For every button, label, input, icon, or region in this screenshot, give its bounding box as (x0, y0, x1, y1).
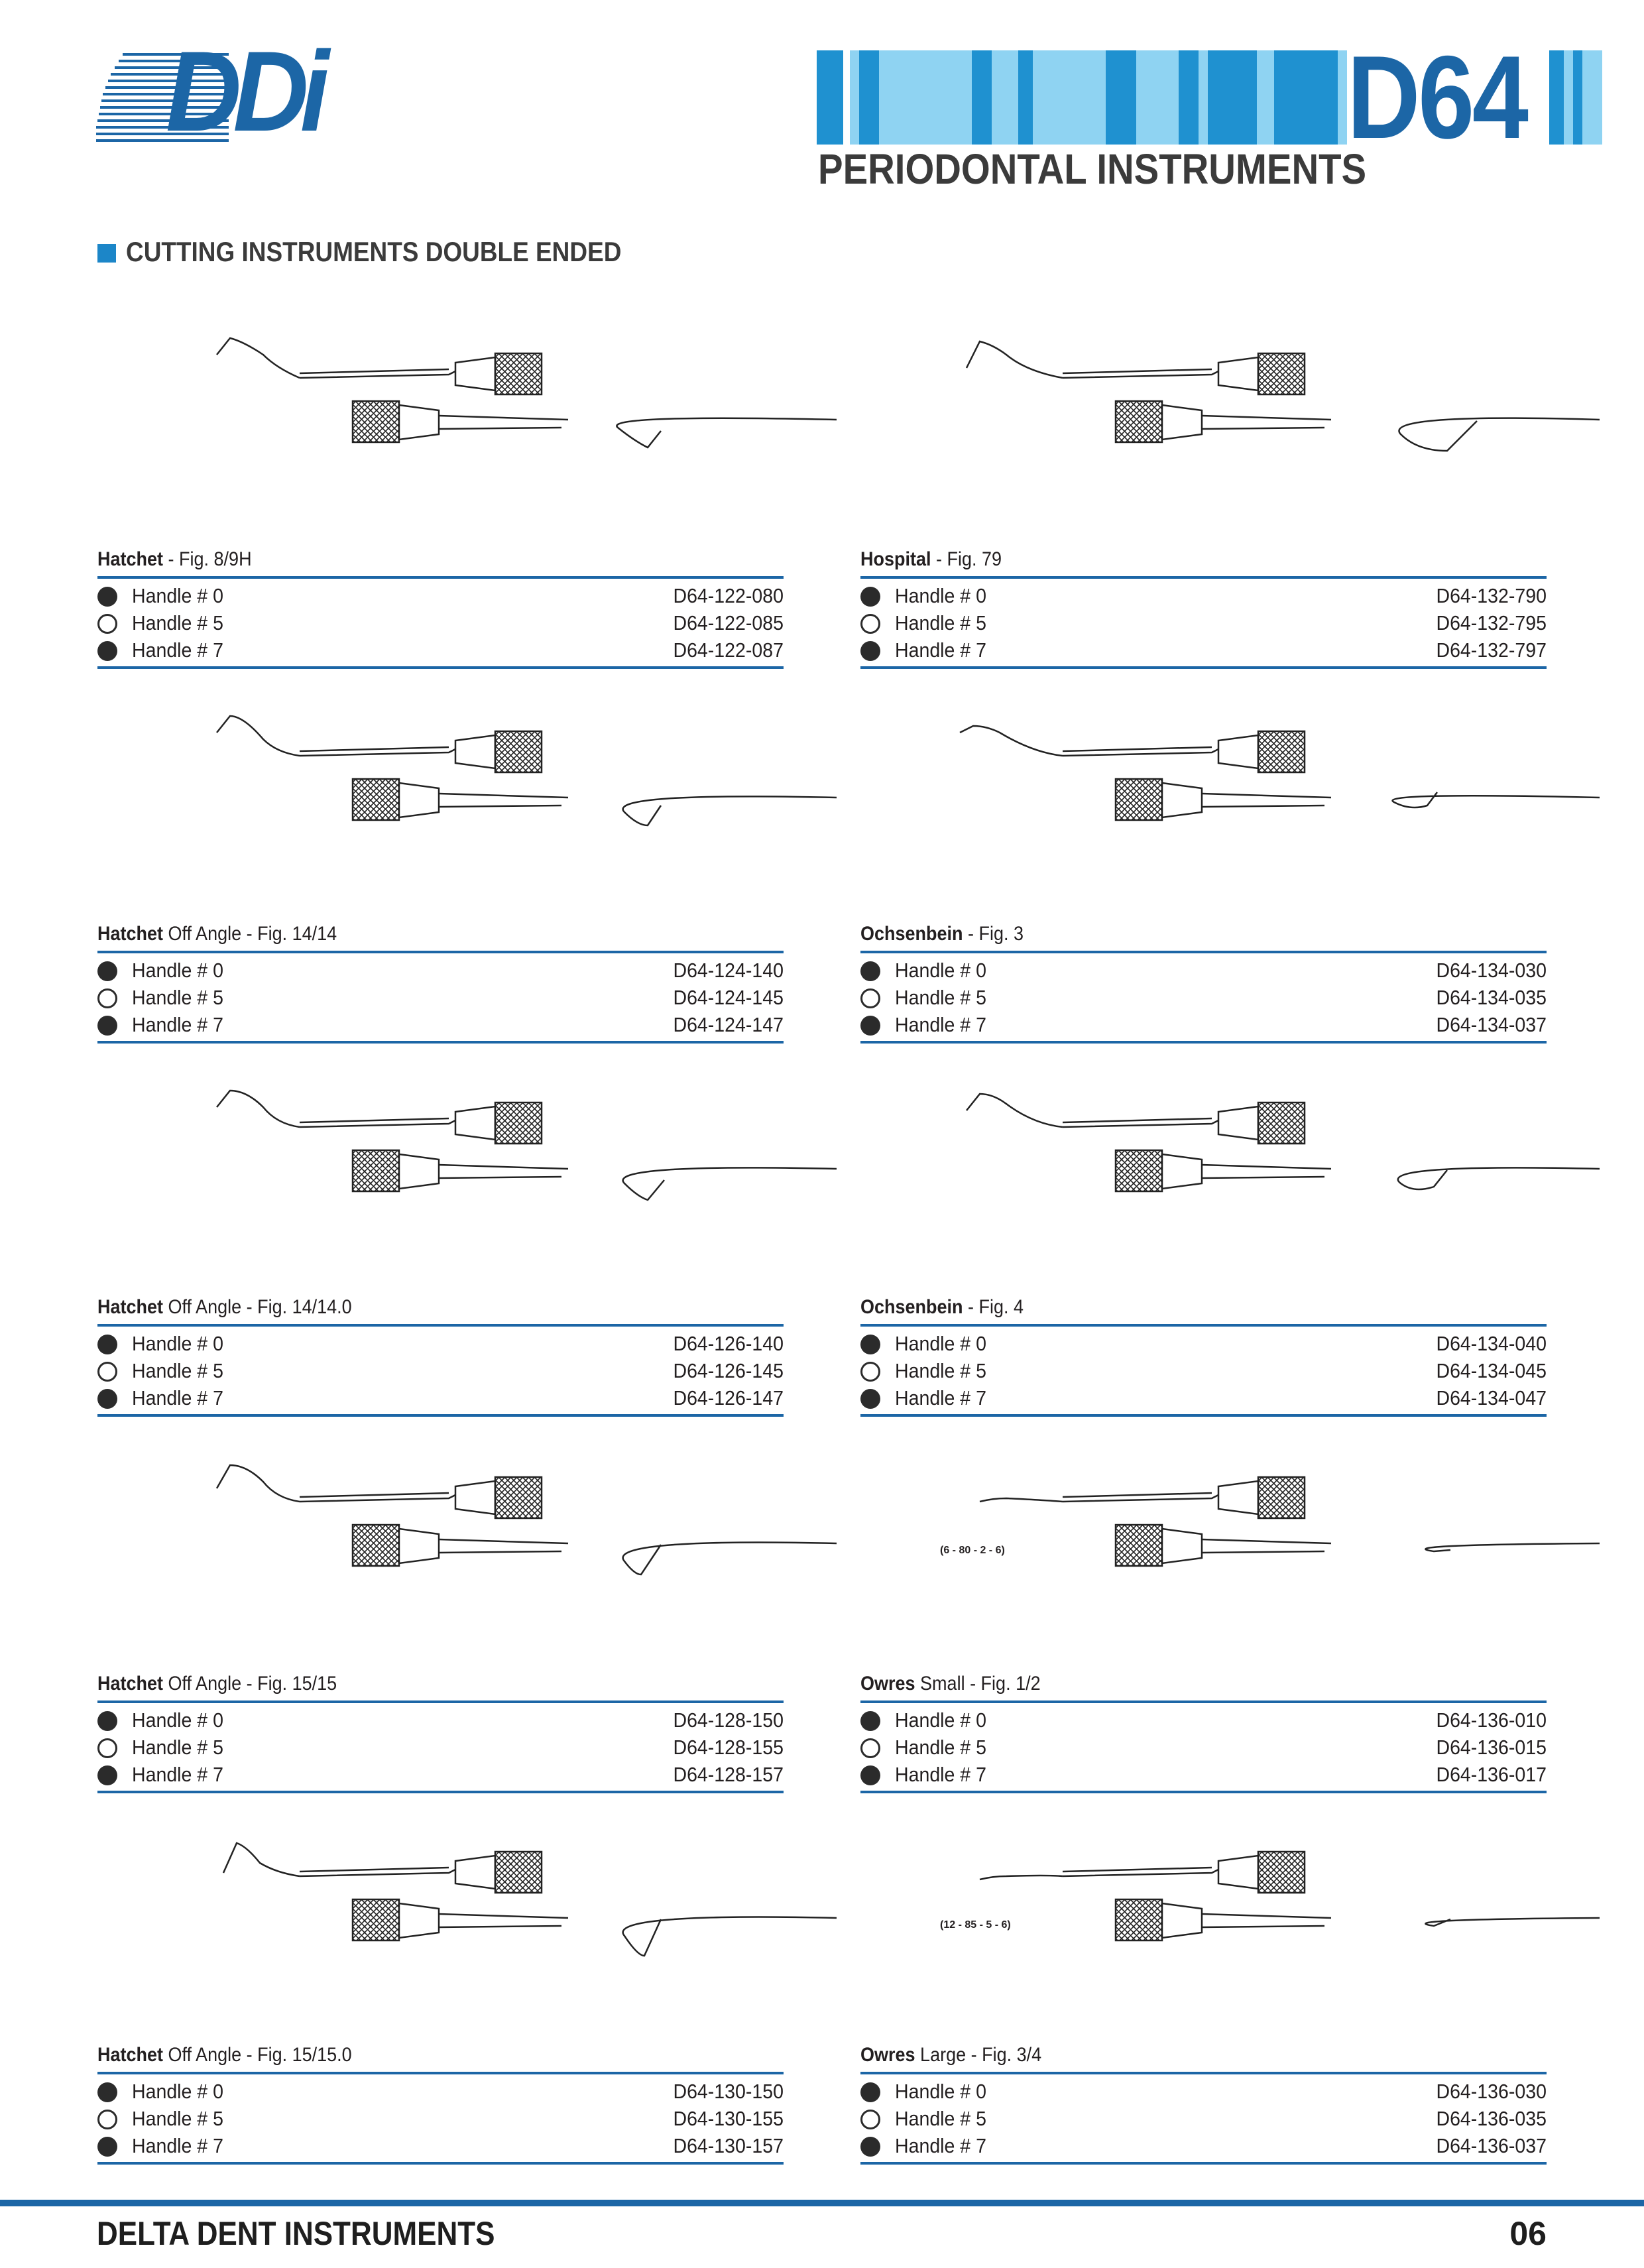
filled-circle-icon (860, 1711, 880, 1731)
table-bottom-rule (860, 2162, 1547, 2165)
product-code: D64-124-140 (673, 959, 784, 982)
product-figure: Large - Fig. 3/4 (915, 2044, 1042, 2066)
product-code: D64-134-030 (1436, 959, 1547, 982)
filled-circle-icon (97, 641, 117, 661)
filled-circle-icon (97, 961, 117, 981)
product-code: D64-136-037 (1436, 2134, 1547, 2157)
product-title (860, 2044, 1041, 2066)
table-bottom-rule (97, 1791, 784, 1793)
handle-option-row (97, 1386, 784, 1413)
table-bottom-rule (97, 1041, 784, 1044)
handle-label: Handle # 7 (895, 1013, 986, 1036)
product-code: D64-134-045 (1436, 1359, 1547, 1382)
product-figure: Off Angle - Fig. 14/14.0 (163, 1296, 352, 1318)
section-title: CUTTING INSTRUMENTS DOUBLE ENDED (126, 236, 622, 267)
footer-company: DELTA DENT INSTRUMENTS (97, 2215, 495, 2252)
handle-label: Handle # 5 (132, 611, 223, 634)
product-name: Owres (860, 1673, 915, 1695)
handle-option-row (860, 638, 1547, 665)
instrument-drawing (97, 302, 784, 501)
filled-circle-icon (97, 1016, 117, 1036)
instrument-drawing (97, 1051, 784, 1250)
handle-label: Handle # 7 (895, 1763, 986, 1786)
handle-label: Handle # 7 (132, 638, 223, 662)
product-code: D64-124-147 (673, 1013, 784, 1036)
product-name: Hatchet (97, 1296, 164, 1318)
table-top-rule (97, 1324, 784, 1327)
handle-option-row (860, 1013, 1547, 1040)
handle-label: Handle # 5 (895, 1359, 986, 1382)
handle-label: Handle # 0 (895, 584, 986, 607)
product-title (97, 2044, 352, 2066)
product-code: D64-136-030 (1436, 2080, 1547, 2103)
handle-option-row (97, 2080, 784, 2106)
handle-option-row (860, 1386, 1547, 1413)
filled-circle-icon (97, 1389, 117, 1409)
handle-label: Handle # 7 (132, 1386, 223, 1409)
table-bottom-rule (860, 666, 1547, 669)
product-code: D64-132-790 (1436, 584, 1547, 607)
open-circle-icon (97, 614, 117, 634)
handle-option-row (97, 1708, 784, 1735)
open-circle-icon (860, 988, 880, 1008)
product-title (860, 548, 1002, 571)
product-code: D64-134-047 (1436, 1386, 1547, 1409)
product-figure: Off Angle - Fig. 15/15.0 (163, 2044, 352, 2066)
instrument-drawing (860, 680, 1547, 878)
product-name: Hatchet (97, 923, 164, 945)
product-figure: - Fig. 4 (963, 1296, 1024, 1318)
handle-option-row (97, 1736, 784, 1762)
handle-label: Handle # 7 (132, 2134, 223, 2157)
product-code: D64-134-035 (1436, 986, 1547, 1009)
table-bottom-rule (860, 1041, 1547, 1044)
handle-option-row (860, 1359, 1547, 1386)
table-top-rule (860, 2072, 1547, 2074)
handle-option-row (97, 2107, 784, 2133)
instrument-drawing (860, 302, 1547, 501)
open-circle-icon (860, 2110, 880, 2129)
table-top-rule (97, 2072, 784, 2074)
handle-label: Handle # 0 (132, 959, 223, 982)
product-name: Owres (860, 2044, 915, 2066)
product-name: Hatchet (97, 2044, 164, 2066)
open-circle-icon (860, 1738, 880, 1758)
product-code: D64-134-037 (1436, 1013, 1547, 1036)
footer-rule (0, 2200, 1644, 2206)
product-code: D64-136-017 (1436, 1763, 1547, 1786)
filled-circle-icon (860, 2082, 880, 2102)
handle-option-row (97, 1013, 784, 1040)
handle-label: Handle # 0 (895, 1708, 986, 1732)
product-figure: Off Angle - Fig. 14/14 (163, 923, 337, 945)
product-figure: Off Angle - Fig. 15/15 (163, 1673, 337, 1695)
instrument-drawing (97, 680, 784, 878)
table-top-rule (860, 1701, 1547, 1703)
handle-option-row (97, 959, 784, 985)
filled-circle-icon (97, 1711, 117, 1731)
product-code: D64-132-795 (1436, 611, 1547, 634)
product-title (860, 1296, 1024, 1319)
filled-circle-icon (860, 2137, 880, 2157)
section-bullet (97, 244, 116, 263)
handle-label: Handle # 0 (895, 2080, 986, 2103)
product-name: Hatchet (97, 1673, 164, 1695)
handle-label: Handle # 5 (895, 986, 986, 1009)
product-name: Ochsenbein (860, 923, 963, 945)
filled-circle-icon (97, 2137, 117, 2157)
handle-option-row (860, 2134, 1547, 2161)
product-figure: - Fig. 79 (931, 548, 1002, 570)
product-code: D64-122-085 (673, 611, 784, 634)
open-circle-icon (860, 614, 880, 634)
handle-option-row (860, 1736, 1547, 1762)
instrument-dimension-note: (6 - 80 - 2 - 6) (940, 1545, 1005, 1556)
open-circle-icon (97, 1738, 117, 1758)
filled-circle-icon (860, 1335, 880, 1354)
catalog-code: D64 (1347, 31, 1527, 163)
product-code: D64-136-010 (1436, 1708, 1547, 1732)
handle-label: Handle # 5 (132, 1736, 223, 1759)
handle-label: Handle # 0 (132, 2080, 223, 2103)
handle-label: Handle # 7 (132, 1763, 223, 1786)
product-code: D64-124-145 (673, 986, 784, 1009)
handle-option-row (97, 611, 784, 638)
handle-label: Handle # 0 (895, 959, 986, 982)
table-bottom-rule (97, 2162, 784, 2165)
filled-circle-icon (860, 1389, 880, 1409)
table-top-rule (97, 1701, 784, 1703)
product-block (860, 2044, 1547, 2206)
instrument-drawing (860, 1800, 1547, 1999)
handle-option-row (97, 986, 784, 1012)
product-code: D64-128-150 (673, 1708, 784, 1732)
handle-option-row (97, 1332, 784, 1358)
product-figure: - Fig. 8/9H (163, 548, 252, 570)
table-top-rule (97, 576, 784, 579)
filled-circle-icon (860, 1765, 880, 1785)
filled-circle-icon (97, 1335, 117, 1354)
open-circle-icon (860, 1362, 880, 1382)
handle-option-row (97, 1763, 784, 1789)
handle-label: Handle # 0 (132, 1332, 223, 1355)
handle-option-row (860, 986, 1547, 1012)
product-code: D64-136-015 (1436, 1736, 1547, 1759)
handle-option-row (860, 1708, 1547, 1735)
product-code: D64-136-035 (1436, 2107, 1547, 2130)
handle-label: Handle # 7 (895, 2134, 986, 2157)
product-title (860, 923, 1024, 945)
product-code: D64-128-155 (673, 1736, 784, 1759)
open-circle-icon (97, 2110, 117, 2129)
handle-option-row (860, 611, 1547, 638)
product-figure: Small - Fig. 1/2 (915, 1673, 1041, 1695)
product-code: D64-126-147 (673, 1386, 784, 1409)
instrument-drawing (97, 1800, 784, 1999)
handle-label: Handle # 5 (132, 1359, 223, 1382)
handle-label: Handle # 5 (132, 2107, 223, 2130)
handle-label: Handle # 5 (895, 611, 986, 634)
filled-circle-icon (97, 1765, 117, 1785)
product-title (97, 548, 252, 571)
product-code: D64-122-087 (673, 638, 784, 662)
filled-circle-icon (97, 587, 117, 607)
company-logo: DDi (166, 28, 321, 155)
product-code: D64-130-155 (673, 2107, 784, 2130)
instrument-drawing (97, 1425, 784, 1624)
filled-circle-icon (860, 1016, 880, 1036)
handle-label: Handle # 0 (132, 584, 223, 607)
table-top-rule (860, 951, 1547, 953)
product-figure: - Fig. 3 (963, 923, 1024, 945)
page-subtitle: PERIODONTAL INSTRUMENTS (818, 145, 1367, 193)
table-bottom-rule (860, 1791, 1547, 1793)
handle-option-row (97, 584, 784, 611)
handle-label: Handle # 7 (895, 638, 986, 662)
table-top-rule (860, 1324, 1547, 1327)
handle-label: Handle # 7 (895, 1386, 986, 1409)
product-name: Ochsenbein (860, 1296, 963, 1318)
product-code: D64-126-140 (673, 1332, 784, 1355)
table-top-rule (97, 951, 784, 953)
table-bottom-rule (97, 666, 784, 669)
filled-circle-icon (860, 587, 880, 607)
handle-label: Handle # 5 (895, 1736, 986, 1759)
instrument-drawing (860, 1425, 1547, 1624)
handle-option-row (860, 584, 1547, 611)
handle-option-row (97, 1359, 784, 1386)
handle-option-row (860, 2080, 1547, 2106)
product-code: D64-132-797 (1436, 638, 1547, 662)
product-code: D64-128-157 (673, 1763, 784, 1786)
filled-circle-icon (860, 961, 880, 981)
product-code: D64-134-040 (1436, 1332, 1547, 1355)
filled-circle-icon (860, 641, 880, 661)
handle-option-row (860, 2107, 1547, 2133)
product-code: D64-126-145 (673, 1359, 784, 1382)
product-code: D64-130-157 (673, 2134, 784, 2157)
product-block (97, 2044, 784, 2206)
product-code: D64-122-080 (673, 584, 784, 607)
table-bottom-rule (97, 1414, 784, 1417)
open-circle-icon (97, 1362, 117, 1382)
product-name: Hatchet (97, 548, 164, 570)
open-circle-icon (97, 988, 117, 1008)
instrument-dimension-note: (12 - 85 - 5 - 6) (940, 1919, 1011, 1931)
product-title (97, 1673, 337, 1695)
handle-label: Handle # 7 (132, 1013, 223, 1036)
handle-label: Handle # 0 (132, 1708, 223, 1732)
handle-option-row (97, 638, 784, 665)
product-name: Hospital (860, 548, 931, 570)
handle-option-row (860, 959, 1547, 985)
filled-circle-icon (97, 2082, 117, 2102)
product-code: D64-130-150 (673, 2080, 784, 2103)
handle-option-row (97, 2134, 784, 2161)
handle-label: Handle # 5 (132, 986, 223, 1009)
handle-option-row (860, 1763, 1547, 1789)
handle-label: Handle # 5 (895, 2107, 986, 2130)
page-number: 06 (1509, 2215, 1547, 2252)
product-title (860, 1673, 1041, 1695)
table-top-rule (860, 576, 1547, 579)
handle-option-row (860, 1332, 1547, 1358)
handle-label: Handle # 0 (895, 1332, 986, 1355)
instrument-drawing (860, 1051, 1547, 1250)
table-bottom-rule (860, 1414, 1547, 1417)
product-title (97, 1296, 352, 1319)
product-title (97, 923, 337, 945)
